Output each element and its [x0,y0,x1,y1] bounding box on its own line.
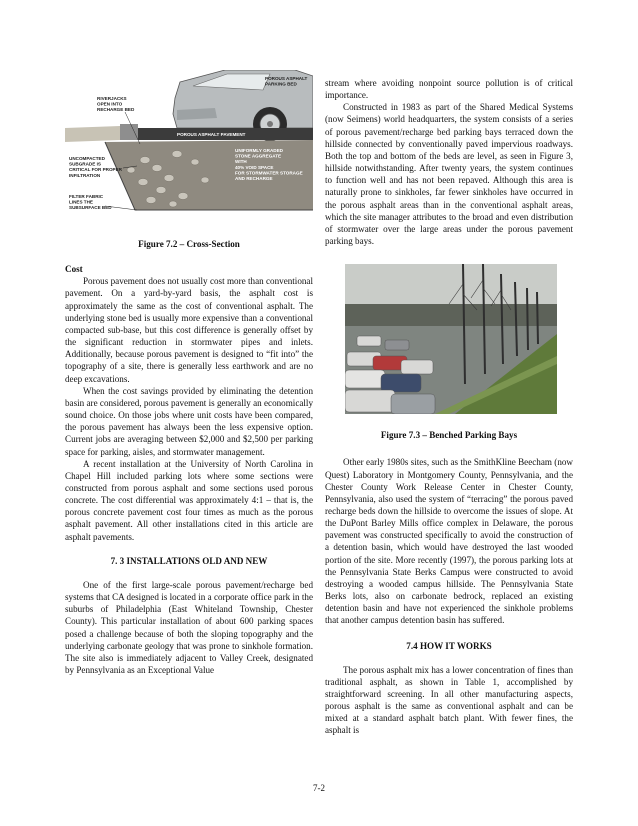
left-column [65,70,313,676]
right-column [325,77,573,737]
other-sites-paragraph: Other early 1980s sites, such as the SmithKline Beecham (now Quest) Laboratory in Montgomery County, Pennsylvania, and the Chester County Work Release Center in Chester County, Pennsylvania, also used the system of “terracing” the porous paved recharge beds down the hillside to overcome the issues of slope. At the DuPont Barley Mills office complex in Delaware, the porous pavement was constructed specifically to avoid the construction of a detention basin, which would have destroyed the last wooded portion of the site. More recently (1997), the porous parking lots at the Pennsylvania State Berks Campus were constructed to avoid destroying a wooded campus hillside. The Pennsylvania State Berks lots, also on carbonate bedrock, replaced an existing detention basin and have not experienced the sinkhole problems that another campus detention basin has suffered. [325,457,573,626]
section-7-3-heading: 7. 3 INSTALLATIONS OLD AND NEW [110,555,268,566]
continued-paragraph: stream where avoiding nonpoint source pollution is of critical importance. [325,78,573,101]
figure-7-2-caption: Figure 7.2 – Cross-Section [138,239,240,249]
callout-riverjacks: RIVERJACKS OPEN INTO RECHARGE BED [97,96,135,113]
cost-paragraph-3: A recent installation at the University of North Carolina in Chapel Hill included parking lots where some sections were constructed from porous asphalt and some sections used porous concrete. The cost differential was approximately 4:1 – that is, the porous concrete pavement cost four times as much as the porous asphalt pavement. All other installations cited in this article are asphalt pavements. [65,458,313,542]
figure-7-3-photo [345,264,557,414]
cost-paragraph-1: Porous pavement does not usually cost more than conventional pavement. On a yard-by-yard basis, the asphalt cost is approximately the same as the cost of conventional asphalt. The underlying stone bed is usually more expensive than a conventional compacted sub-base, but this cost difference is generally offset by the significant reduction in stormwater pipes and inlets. Additionally, because porous pavement is designed to “fit into” the topography of a site, there is generally less earthwork and are no deep excavations. [65,276,313,384]
cross-section-illustration [65,70,313,230]
benched-parking-photo [345,264,557,414]
callout-parking-bed: POROUS ASPHALT PARKING BED [265,76,308,87]
page-number: 7-2 [313,783,325,793]
how-it-works-paragraph: The porous asphalt mix has a lower concentration of fines than traditional asphalt, as shown in Table 1, accomplished by straightforward screening. In all other manufacturing aspects, porous asphalt is the same as conventional asphalt and can be mixed at a standard asphalt batch plant. With fewer fines, the asphalt is [325,664,573,736]
constructed-paragraph: Constructed in 1983 as part of the Shared Medical Systems (now Seimens) world headquarters, the system consists of a series of porous pavement/recharge bed parking bays terraced down the hillside connected by conventionally paved impervious roadways. Both the top and bottom of the beds are level, as seen in Figure 3, hillside notwithstanding. After twenty years, the system continues to function well and has not been repaved. Although this area is naturally prone to sinkholes, far fewer sinkholes have occurred in the porous asphalt areas than in the conventional asphalt areas, which the site manager attributes to the broad and even distribution of stormwater over the large areas under the porous pavement parking bays. [325,102,573,247]
section-7-4-heading: 7.4 HOW IT WORKS [406,640,492,651]
figure-7-2-cross-section [65,70,313,230]
callout-filter: FILTER FABRIC LINES THE SUBSURFACE BED [69,194,112,211]
callout-uncompacted: UNCOMPACTED SUBGRADE IS CRITICAL FOR PROPER INFILTRATION [69,156,123,178]
callout-stone: UNIFORMLY GRADED STONE AGGREGATE WITH 40% VOID SPACE FOR STORMWATER STORAGE AND RECHARGE [235,148,303,181]
section-7-3-paragraph-1: One of the first large-scale porous pavement/recharge bed systems that CA designed is located in a corporate office park in the suburbs of Philadelphia (East Whiteland Township, Chester County). This particular installation of about 600 parking spaces posed a challenge because of both the sloping topography and the underlying carbonate geology that was prone to sinkhole formation. The site also is immediately adjacent to Valley Creek, designated by Pennsylvania as an Exceptional Value [65,579,313,675]
callout-pavement: POROUS ASPHALT PAVEMENT [177,132,246,137]
figure-7-3-caption: Figure 7.3 – Benched Parking Bays [380,430,518,441]
cost-heading: Cost [65,264,83,275]
cost-paragraph-2: When the cost savings provided by eliminating the detention basin are considered, porous pavement is generally an economically sound choice. On those jobs where unit costs have been compared, the porous pavement has always been the less expensive option. Current jobs are averaging between $2,000 and $2,500 per parking space for parking, aisles, and stormwater management. [65,385,313,457]
